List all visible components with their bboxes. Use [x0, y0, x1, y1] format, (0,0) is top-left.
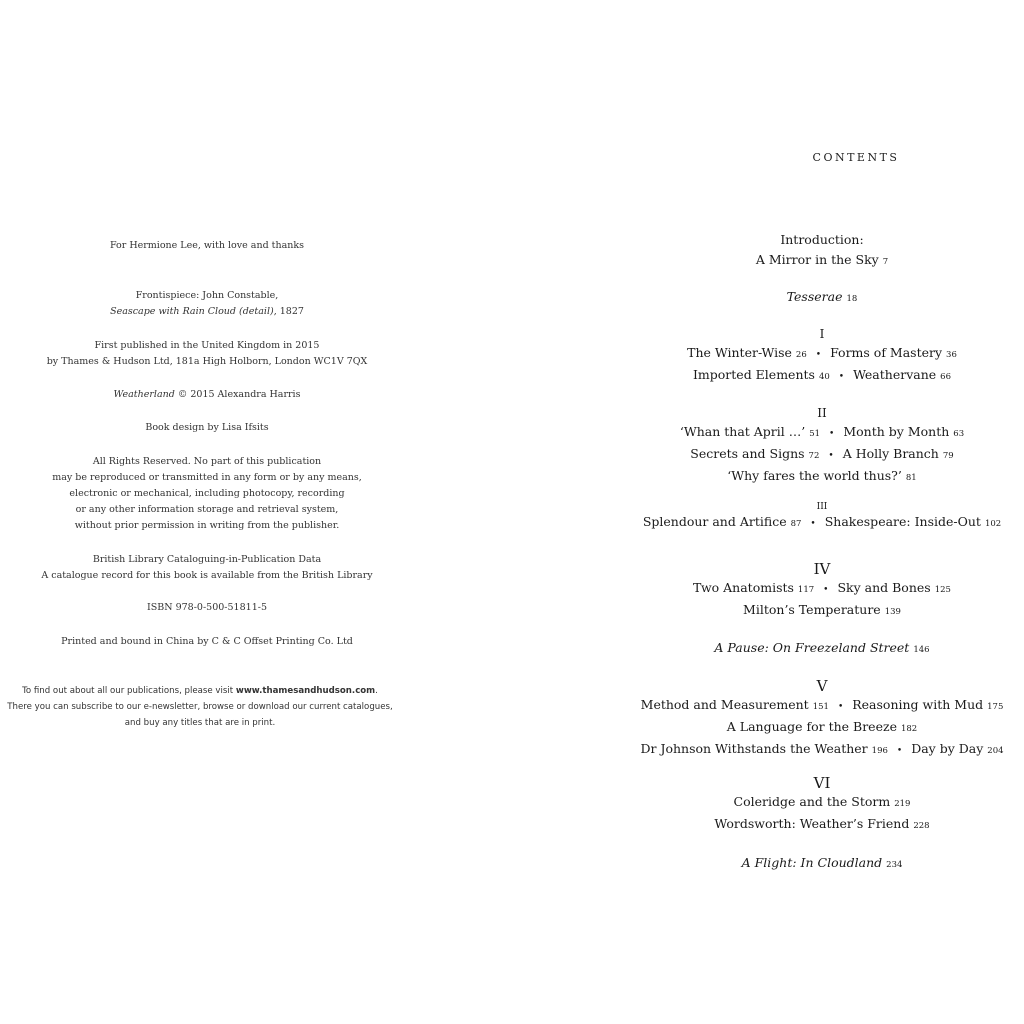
chapter-title: Method and Measurement — [640, 697, 809, 712]
page-number: 182 — [900, 724, 918, 734]
rights-line: electronic or mechanical, including photocopy, recording — [69, 488, 345, 499]
toc-part-1 — [620, 325, 1024, 387]
page-number: 7 — [882, 257, 889, 267]
rights-line: or any other information storage and retrieval system, — [75, 504, 339, 515]
book-title: Weatherland — [113, 389, 175, 400]
chapter-title: Milton’s Temperature — [743, 602, 881, 617]
chapter-title: The Winter-Wise — [687, 345, 792, 360]
chapter-title: Wordsworth: Weather’s Friend — [714, 816, 910, 831]
contents-page — [620, 0, 1024, 1024]
page-number: 219 — [894, 799, 911, 809]
imprint-page — [0, 0, 420, 1024]
rights-line: may be reproduced or transmitted in any form or by any means, — [52, 472, 362, 483]
page-number: 139 — [884, 607, 901, 617]
chapter-title: A Language for the Breeze — [726, 719, 897, 734]
page-number: 51 — [809, 429, 821, 439]
page-number: 40 — [818, 372, 830, 382]
frontispiece-artwork-title: Seascape with Rain Cloud (detail) — [110, 306, 274, 317]
toc-flight — [620, 853, 1024, 875]
chapter-title: A Holly Branch — [842, 446, 939, 461]
part-numeral: III — [816, 502, 828, 512]
chapter-title: Forms of Mastery — [830, 345, 943, 360]
bullet-separator: • — [837, 702, 844, 712]
pause-title: A Pause: On Freezeland Street — [714, 640, 910, 655]
page-number: 79 — [942, 451, 954, 461]
contents-heading: CONTENTS — [812, 151, 900, 164]
chapter-title: ‘Why fares the world thus?’ — [727, 468, 902, 483]
part-numeral: V — [816, 677, 828, 695]
chapter-title: Reasoning with Mud — [852, 697, 984, 712]
website-link[interactable]: www.thamesandhudson.com — [235, 686, 376, 696]
chapter-title: Dr Johnson Withstands the Weather — [640, 741, 868, 756]
part-numeral: IV — [813, 560, 831, 578]
chapter-title: Sky and Bones — [837, 580, 931, 595]
page-number: 18 — [846, 294, 858, 304]
copyright-notice — [0, 387, 414, 403]
page-number: 234 — [886, 860, 903, 870]
intro-title: A Mirror in the Sky — [755, 252, 879, 267]
toc-part-5 — [620, 677, 1024, 761]
toc-part-6 — [620, 774, 1024, 836]
page-number: 196 — [871, 746, 888, 756]
flight-title: A Flight: In Cloudland — [741, 855, 883, 870]
toc-part-3 — [620, 502, 1024, 534]
chapter-title: Imported Elements — [692, 367, 815, 382]
chapter-title: Coleridge and the Storm — [733, 794, 891, 809]
page-number: 36 — [946, 350, 957, 360]
cip-data: British Library Cataloguing-in-Publication Data A catalogue record for this book is available from the British Library — [41, 554, 373, 581]
bullet-separator: • — [896, 746, 903, 756]
book-design-credit: Book design by Lisa Ifsits — [145, 422, 269, 433]
rights-statement — [0, 454, 414, 534]
bullet-separator: • — [838, 372, 845, 382]
page-number: 204 — [987, 746, 1004, 756]
chapter-title: Month by Month — [843, 424, 950, 439]
bullet-separator: • — [810, 519, 816, 529]
page-number: 63 — [953, 429, 965, 439]
page-number: 102 — [984, 519, 1002, 529]
chapter-title: Splendour and Artifice — [642, 514, 787, 529]
chapter-title: Shakespeare: Inside-Out — [824, 514, 981, 529]
toc-introduction — [620, 230, 1024, 272]
part-numeral: I — [819, 327, 825, 341]
dedication: For Hermione Lee, with love and thanks — [109, 240, 305, 251]
first-publication: First published in the United Kingdom in 2015 by Thames & Hudson Ltd, 181a High Holborn, London WC1V 7QX — [46, 340, 368, 367]
bullet-separator: • — [815, 350, 822, 360]
page-number: 151 — [812, 702, 829, 712]
part-numeral: II — [817, 406, 827, 420]
toc-pause — [620, 638, 1024, 660]
chapter-title: Day by Day — [911, 741, 984, 756]
bullet-separator: • — [823, 585, 829, 595]
intro-label: Introduction: — [780, 232, 864, 247]
bullet-separator: • — [828, 451, 834, 461]
part-numeral: VI — [813, 774, 831, 792]
page-number: 125 — [934, 585, 951, 595]
frontispiece-year: , 1827 — [273, 306, 304, 317]
page-number: 87 — [790, 519, 802, 529]
chapter-title: Weathervane — [853, 367, 937, 382]
copyright-holder: © 2015 Alexandra Harris — [174, 389, 301, 400]
website-notice: To find out about all our publications, please visit www.thamesandhudson.com. There you can subscribe to our e-newsletter, browse or download our current catalogues, and buy any titles that are in print. — [7, 686, 393, 728]
page-number: 81 — [905, 473, 917, 483]
chapter-title: Two Anatomists — [693, 580, 794, 595]
page-number: 146 — [913, 645, 930, 655]
frontispiece-credit: Frontispiece: John Constable, Seascape with Rain Cloud (detail), 1827 — [110, 290, 304, 317]
printer-credit: Printed and bound in China by C & C Offset Printing Co. Ltd — [61, 636, 353, 647]
chapter-title: Secrets and Signs — [690, 446, 805, 461]
page-number: 66 — [940, 372, 951, 382]
rights-line: All Rights Reserved. No part of this publication — [92, 456, 322, 467]
bullet-separator: • — [829, 429, 835, 439]
page-number: 228 — [913, 821, 930, 831]
page-number: 117 — [797, 585, 815, 595]
page-number: 72 — [808, 451, 820, 461]
page-number: 26 — [795, 350, 807, 360]
isbn: ISBN 978-0-500-51811-5 — [147, 602, 267, 613]
toc-part-2 — [620, 404, 1024, 488]
rights-line: without prior permission in writing from the publisher. — [74, 520, 340, 531]
toc-tesserae — [620, 287, 1024, 309]
page-number: 175 — [987, 702, 1004, 712]
tesserae-title: Tesserae — [786, 289, 843, 304]
chapter-title: ‘Whan that April …’ — [679, 424, 806, 439]
toc-part-4 — [620, 560, 1024, 622]
